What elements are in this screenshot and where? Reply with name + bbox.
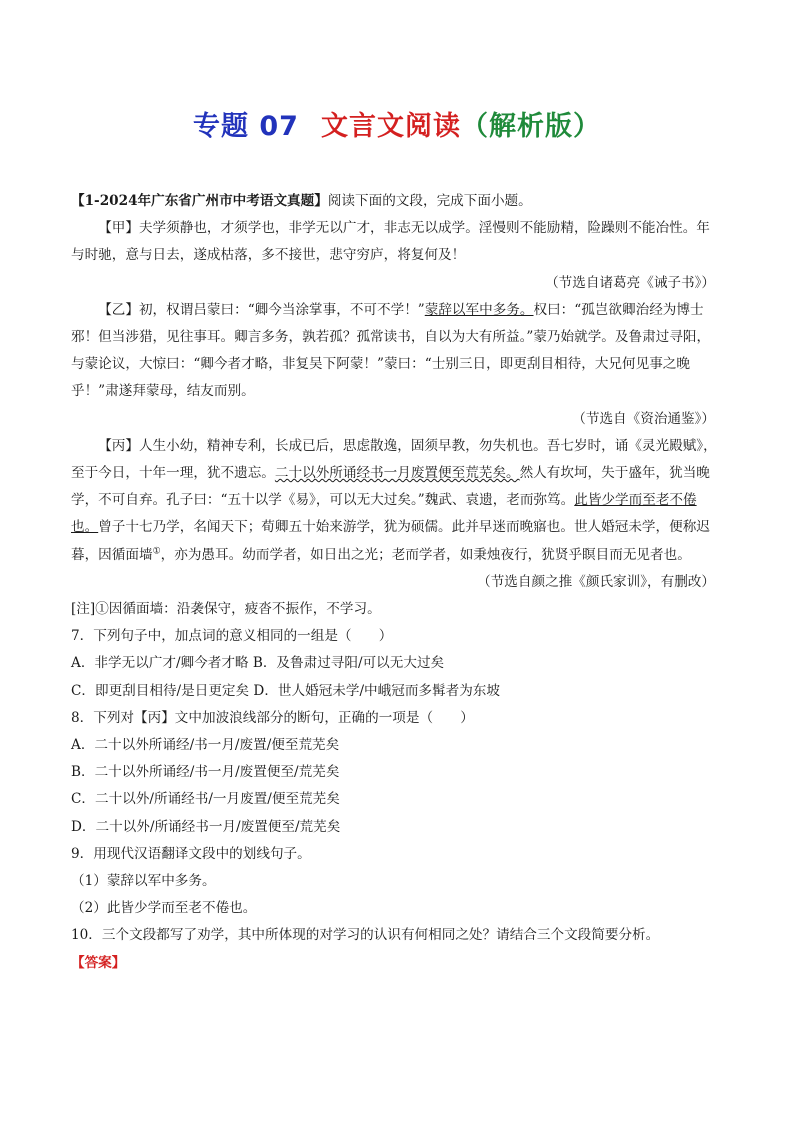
page-title (0, 104, 794, 143)
passage-c-text-2: 然人有坎坷，失于盛年，犹当晚学，不可自弃。孔子曰：“五十以学《易》，可以无大过矣。”魏武、袁遗，老而弥笃。 (71, 465, 710, 509)
question-source: 【1-2024年广东省广州市中考语文真题】 (71, 193, 328, 209)
question-8-option-d: D．二十以外/所诵经书一月/废置便至/荒芜矣 (71, 818, 341, 835)
footnote: [注]①因循面墙：沿袭保守，疲沓不振作，不学习。 (71, 601, 381, 618)
passage-b-text-1: 初，权谓吕蒙曰：“卿今当涂掌事，不可不学！” (138, 301, 425, 318)
passage-b-underlined-sentence: 蒙辞以军中多务。 (424, 301, 534, 318)
passage-a-source: （节选自诸葛亮《诫子书》） (545, 274, 715, 291)
passage-a-text: 夫学须静也，才须学也，非学无以广才，非志无以成学。淫慢则不能励精，险躁则不能冶性。年与时驰，意与日去，遂成枯落，多不接世，悲守穷庐，将复何及！ (71, 220, 710, 264)
intro-text: 阅读下面的文段，完成下面小题。 (327, 193, 532, 209)
title-topic: 专题 07 (193, 111, 299, 142)
intro-paragraph (71, 188, 723, 215)
passage-c (71, 433, 723, 569)
question-8-option-b: B．二十以外所诵经/书一月/废置便至/荒芜矣 (71, 764, 340, 781)
footnote-marker: ① (152, 546, 161, 557)
passage-c-text-4: ，亦为愚耳。幼而学者，如日出之光；老而学者，如秉烛夜行，犹贤乎瞑目而无见者也。 (160, 546, 691, 563)
question-8-option-c: C．二十以外/所诵经书/一月废置/便至荒芜矣 (71, 791, 340, 808)
passage-c-source: （节选自颜之推《颜氏家训》，有删改） (477, 573, 715, 590)
passage-b-text-2: 权曰：“孤岂欲卿治经为博士邪！但当涉猎，见往事耳。卿言多务，孰若孤？孤常读书，自以为大有所益。”蒙乃始就学。及鲁肃过寻阳，与蒙论议，大惊曰：“卿今者才略，非复吴下阿蒙！”蒙曰：“士别三日，即更刮目相待，大兄何见事之晚乎！”肃遂拜蒙母，结友而别。 (71, 301, 711, 400)
passage-c-underlined-sentence: 此皆少学而至老不倦也。 (71, 492, 697, 536)
question-10: 10．三个文段都写了劝学，其中所体现的对学习的认识有何相同之处？请结合三个文段简要分析。 (71, 927, 660, 944)
passage-b-source: （节选自《资治通鉴》） (572, 410, 715, 427)
question-8-option-a: A．二十以外所诵经/书一月/废置/便至荒芜矣 (71, 737, 340, 754)
question-8: 8．下列对【丙】文中加波浪线部分的断句，正确的一项是（ ） (71, 709, 474, 726)
question-7-options-ab: A．非学无以广才/卿今者才略 B．及鲁肃过寻阳/可以无大过矣 (71, 655, 445, 672)
passage-c-label: 【丙】 (98, 437, 139, 454)
title-subject: 文言文阅读 (320, 111, 461, 142)
passage-c-text-3: 曾子十七乃学，名闻天下；荀卿五十始来游学，犹为硕儒。此并早迷而晚寤也。世人婚冠未学，便称迟暮，因循面墙 (71, 519, 710, 563)
answer-label: 【答案】 (71, 954, 126, 971)
question-7: 7．下列句子中，加点词的意义相同的一组是（ ） (71, 628, 393, 645)
title-edition: （解析版） (460, 111, 601, 142)
question-9-part-2: （2）此皆少学而至老不倦也。 (71, 900, 257, 917)
passage-c-wavy-sentence: 二十以外所诵经书一月废置便至荒芜矣。 (274, 465, 520, 482)
document-body (71, 188, 723, 977)
question-9-part-1: （1）蒙辞以军中多务。 (71, 873, 216, 890)
question-9: 9．用现代汉语翻译文段中的划线句子。 (71, 845, 311, 862)
passage-a-label: 【甲】 (98, 220, 139, 237)
passage-c-text-1: 人生小幼，精神专利，长成已后，思虑散逸，固须早教，勿失机也。吾七岁时，诵《灵光殿赋》，至于今日，十年一理，犹不遗忘。 (71, 437, 717, 482)
question-7-options-cd: C．即更刮目相待/是日更定矣 D．世人婚冠未学/中峨冠而多髯者为东坡 (71, 682, 500, 699)
passage-b (71, 297, 723, 406)
passage-a (71, 215, 723, 269)
passage-b-label: 【乙】 (98, 301, 139, 318)
